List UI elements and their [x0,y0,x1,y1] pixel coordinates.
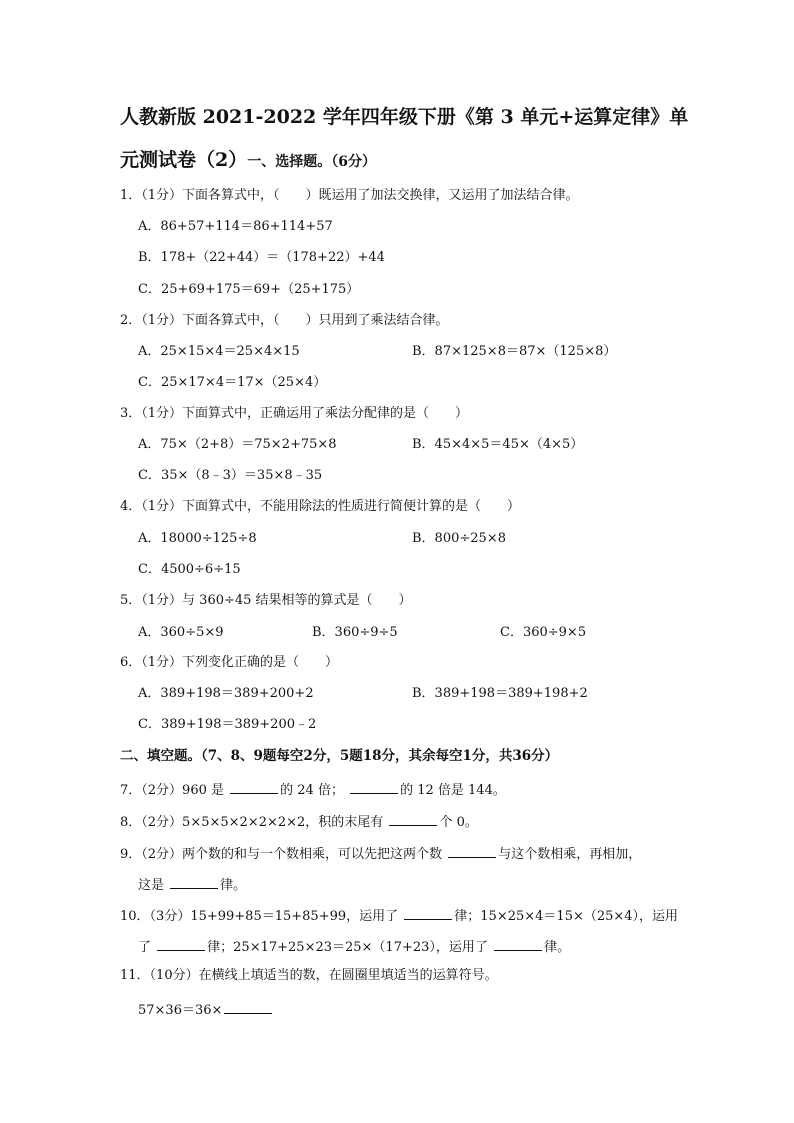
question-7-text-c: 的 12 倍是 144。 [400,783,506,798]
answer-blank-10a[interactable] [404,907,452,920]
question-4-option-a: A．18000÷125÷8 [138,531,257,546]
question-2-option-c: C．25×17×4＝17×（25×4） [138,375,327,390]
question-10-text-a: 10．（3分）15+99+85＝15+85+99，运用了 [120,909,399,924]
document-title-line1: 人教新版 2021-2022 学年四年级下册《第 3 单元+运算定律》单 [120,106,689,128]
question-1-option-b: B．178+（22+44）＝（178+22）+44 [138,250,385,265]
question-10-line2 [138,938,570,954]
document-title-tail: 元测试卷（2） [120,149,248,171]
question-11-item [138,1001,274,1017]
question-9-line2 [138,876,246,892]
question-5-option-c: C．360÷9×5 [500,625,587,640]
question-7-text-a: 7．（2分）960 是 [120,783,224,798]
question-2-option-a: A．25×15×4＝25×4×15 [138,344,300,359]
question-1-option-c: C．25+69+175＝69+（25+175） [138,282,360,297]
question-4-option-c: C．4500÷6÷15 [138,562,241,577]
document-title-line2 [120,151,680,170]
question-2-stem: 2．（1分）下面各算式中，（ ）只用到了乘法结合律。 [120,313,449,328]
question-4-option-b: B．800÷25×8 [412,531,506,546]
question-10-text-d: 律；25×17+25×23＝25×（17+23），运用了 [207,940,488,955]
question-11-text: 57×36＝36× [138,1003,223,1018]
question-8-text-b: 个 0。 [439,815,478,830]
question-10-text-e: 律。 [544,940,571,955]
question-9-text-d: 律。 [220,878,247,893]
question-6-stem: 6．（1分）下列变化正确的是（ ） [120,655,339,670]
question-10-text-c: 了 [138,940,152,955]
question-3-stem: 3．（1分）下面算式中，正确运用了乘法分配律的是（ ） [120,406,469,421]
question-5-option-b: B．360÷9÷5 [312,625,398,640]
question-1-stem: 1．（1分）下面各算式中，（ ）既运用了加法交换律，又运用了加法结合律。 [120,188,579,203]
answer-blank-9b[interactable] [170,876,218,889]
answer-blank-9a[interactable] [448,845,496,858]
answer-blank-7b[interactable] [350,781,398,794]
answer-blank-10b[interactable] [157,938,205,951]
question-9-text-b: 与这个数相乘，再相加， [498,847,642,862]
question-3-option-b: B．45×4×5＝45×（4×5） [412,437,584,452]
question-7-text-b: 的 24 倍； [280,783,344,798]
question-7 [120,781,506,797]
answer-blank-11[interactable] [224,1001,272,1014]
answer-blank-8[interactable] [389,813,437,826]
section-1-heading: 一、选择题。（6分） [247,154,376,170]
section-2-heading: 二、填空题。（7、8、9题每空2分，5题18分，其余每空1分，共36分） [120,748,559,764]
question-6-option-b: B．389+198＝389+198+2 [412,686,588,701]
question-6-option-c: C．389+198＝389+200﹣2 [138,717,317,732]
question-5-option-a: A．360÷5×9 [138,625,224,640]
question-3-option-c: C．35×（8﹣3）＝35×8﹣35 [138,468,323,483]
question-8-text-a: 8．（2分）5×5×5×2×2×2×2，积的末尾有 [120,815,384,830]
question-10-text-b: 律；15×25×4＝15×（25×4），运用 [454,909,679,924]
question-6-option-a: A．389+198＝389+200+2 [138,686,314,701]
question-2-option-b: B．87×125×8＝87×（125×8） [412,344,617,359]
question-5-stem: 5．（1分）与 360÷45 结果相等的算式是（ ） [120,593,412,608]
answer-blank-10c[interactable] [494,938,542,951]
question-3-option-a: A．75×（2+8）＝75×2+75×8 [138,437,337,452]
question-9-text-c: 这是 [138,878,165,893]
question-9-text-a: 9．（2分）两个数的和与一个数相乘，可以先把这两个数 [120,847,443,862]
question-8 [120,813,478,829]
question-11-stem: 11．（10分）在横线上填适当的数，在圆圈里填适当的运算符号。 [120,968,498,983]
answer-blank-7a[interactable] [230,781,278,794]
question-10 [120,907,678,923]
question-1-option-a: A．86+57+114＝86+114+57 [138,219,333,234]
question-4-stem: 4．（1分）下面算式中，不能用除法的性质进行简便计算的是（ ） [120,499,521,514]
question-9 [120,845,641,861]
